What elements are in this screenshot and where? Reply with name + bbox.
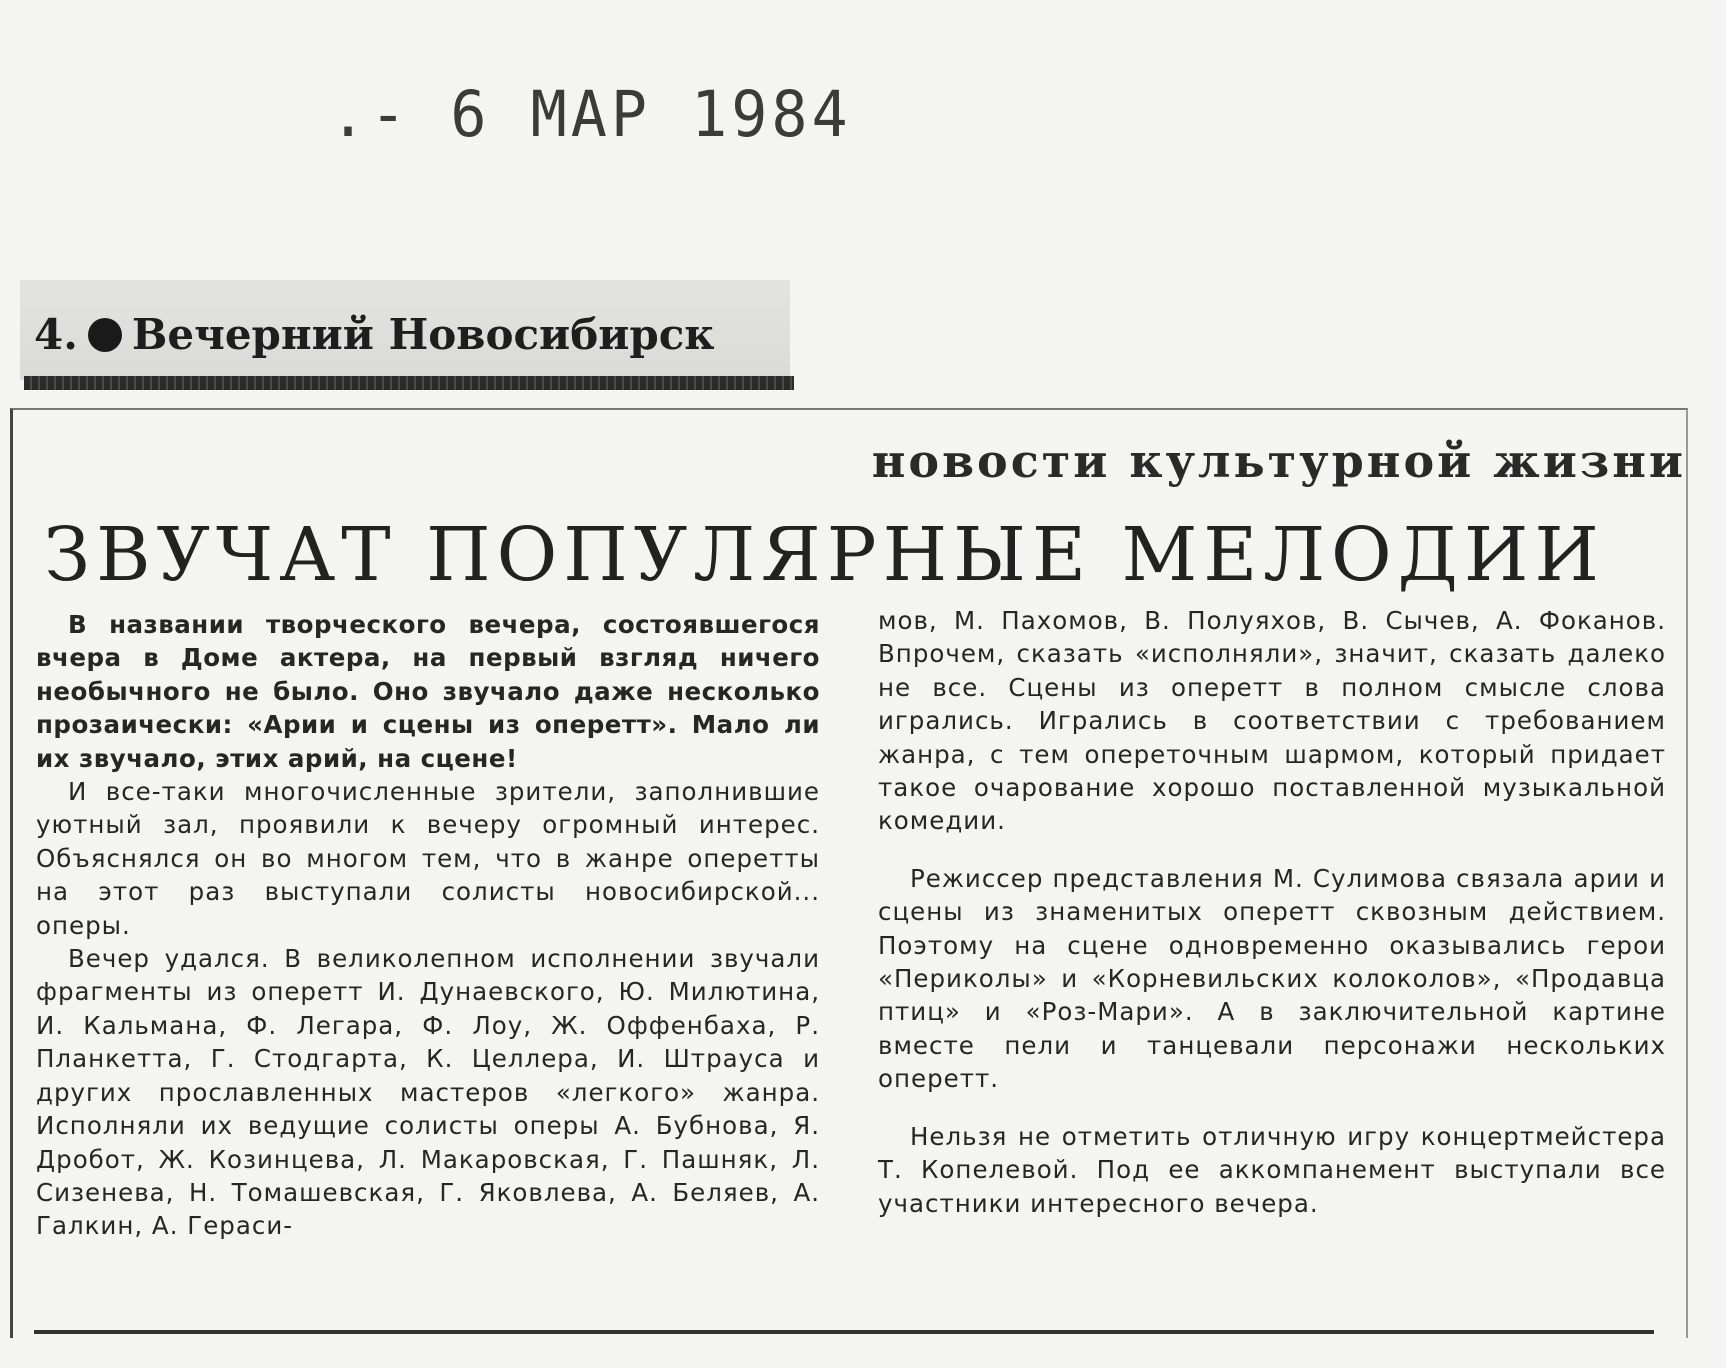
article-column-right — [878, 604, 1666, 1220]
article-paragraph: мов, М. Пахомов, В. Полуяхов, В. Сычев, А. Фоканов. Впрочем, сказать «исполняли», значит, сказать далеко не все. Сцены из оперетт в полном смысле слова игрались. Игрались в соответствии с требованием жанра, с тем опереточным шармом, который придает такое очарование хорошо поставленной музыкальной комедии. — [878, 606, 1666, 836]
date-stamp: .- 6 МАР 1984 — [330, 78, 852, 152]
masthead-title — [34, 310, 715, 359]
article-paragraph: Режиссер представления М. Сулимова связала арии и сцены из знаменитых оперетт сквозным действием. Поэтому на сцене одновременно оказывались герои «Периколы» и «Корневильских колоколов», «Продавца птиц» и «Роз-Мари». А в заключительной картине вместе пели и танцевали персонажи нескольких оперетт. — [878, 863, 1666, 1094]
masthead — [20, 280, 790, 380]
rubric-heading: новости культурной жизни — [871, 434, 1686, 488]
article-lead-paragraph: В названии творческого вечера, состоявшегося вчера в Доме актера, на первый взгляд ничего необычного не было. Оно звучало даже несколько прозаически: «Арии и сцены из оперетт». Мало ли их звучало, этих арий, на сцене! — [36, 610, 820, 773]
page-number: 4. — [34, 310, 78, 359]
article-column-left — [36, 608, 820, 1243]
bottom-rule — [34, 1330, 1654, 1334]
masthead-rule — [24, 376, 794, 390]
bullet-icon — [88, 318, 122, 352]
article-paragraph: И все-таки многочисленные зрители, заполнившие уютный зал, проявили к вечеру огромный интерес. Объяснялся он во многом тем, что в жанре оперетты на этот раз выступали солисты новосибирской... оперы. — [36, 777, 820, 940]
article-headline: ЗВУЧАТ ПОПУЛЯРНЫЕ МЕЛОДИИ — [44, 512, 1605, 598]
article-paragraph: Нельзя не отметить отличную игру концертмейстера Т. Копелевой. Под ее аккомпанемент выступали все участники интересного вечера. — [878, 1121, 1666, 1218]
article-paragraph: Вечер удался. В великолепном исполнении звучали фрагменты из оперетт И. Дунаевского, Ю. Милютина, И. Кальмана, Ф. Легара, Ф. Лоу, Ж. Оффенбаха, Р. Планкетта, Г. Стодгарта, К. Целлера, И. Штрауса и других прославленных мастеров «легкого» жанра. Исполняли их ведущие солисты оперы А. Бубнова, Я. Дробот, Ж. Козинцева, Л. Макаровская, Г. Пашняк, Л. Сизенева, Н. Томашевская, Г. Яковлева, А. Беляев, А. Галкин, А. Гераси- — [36, 944, 820, 1241]
newspaper-name: Вечерний Новосибирск — [131, 310, 715, 359]
